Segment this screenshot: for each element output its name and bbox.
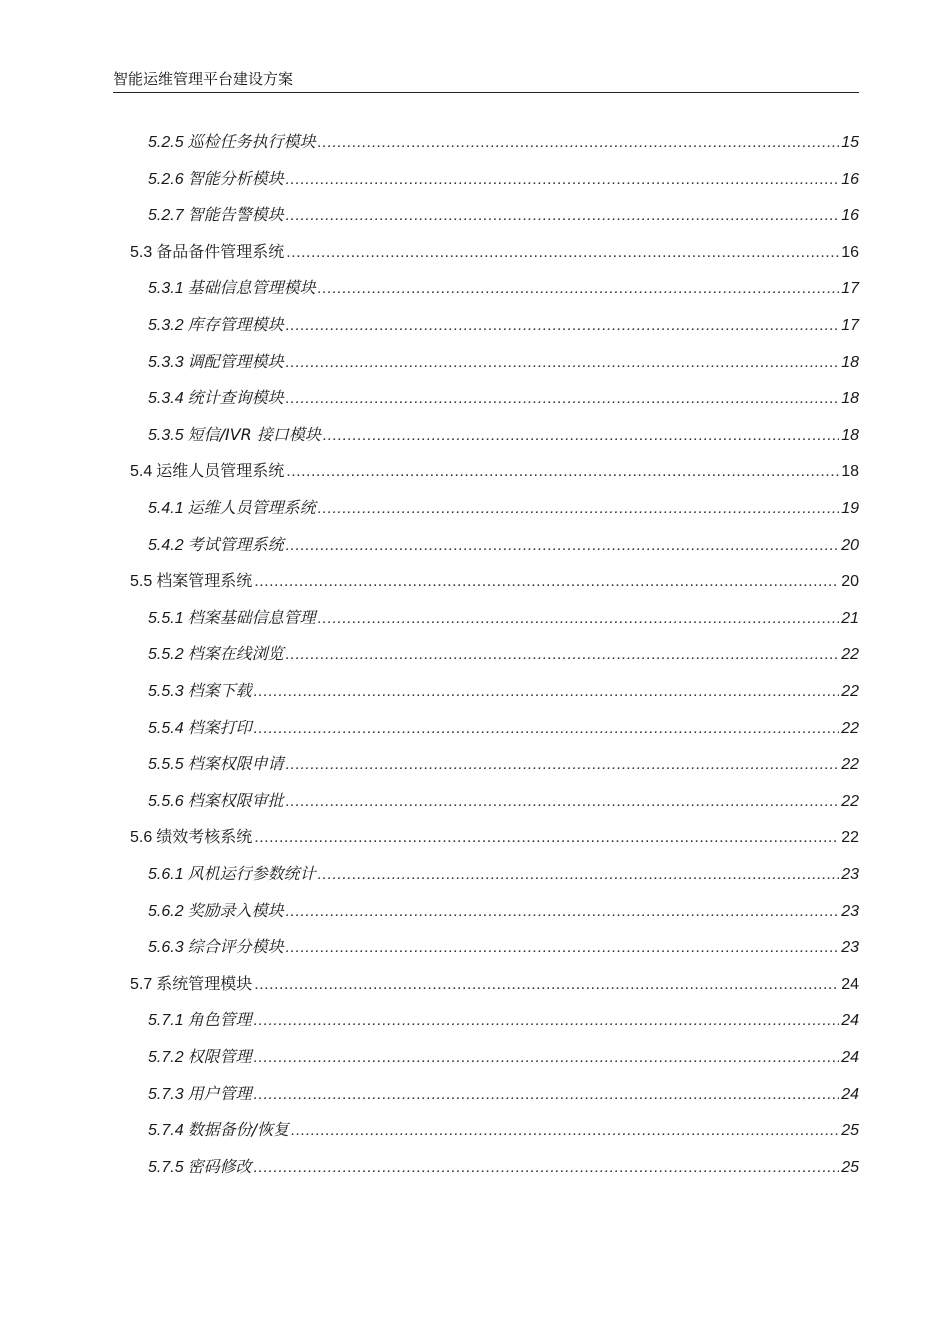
toc-entry-page: 22 xyxy=(841,646,859,663)
toc-dot-leader xyxy=(254,680,840,704)
toc-entry-title: 角色管理 xyxy=(187,1010,252,1029)
toc-entry[interactable] xyxy=(130,459,859,483)
toc-entry[interactable] xyxy=(148,130,859,154)
toc-entry-number: 5.4.2 xyxy=(148,537,184,554)
toc-entry-number: 5.3 xyxy=(130,244,153,261)
toc-entry-page: 17 xyxy=(841,280,859,297)
toc-entry-title: 档案下载 xyxy=(187,681,252,700)
toc-entry[interactable] xyxy=(148,1155,859,1179)
toc-entry-number: 5.5.2 xyxy=(148,646,184,663)
toc-entry-page: 16 xyxy=(841,171,859,188)
toc-entry[interactable] xyxy=(148,679,859,703)
toc-entry-title: 系统管理模块 xyxy=(156,974,253,993)
toc-entry-page: 18 xyxy=(841,354,859,371)
document-title: 智能运维管理平台建设方案 xyxy=(113,70,294,88)
toc-entry-title: 调配管理模块 xyxy=(187,352,284,371)
toc-entry-page: 22 xyxy=(841,829,859,846)
toc-dot-leader xyxy=(254,1156,840,1180)
toc-dot-leader xyxy=(318,607,840,631)
toc-dot-leader xyxy=(286,351,840,375)
toc-entry-title: 智能告警模块 xyxy=(187,205,284,224)
toc-entry[interactable] xyxy=(148,276,859,300)
toc-dot-leader xyxy=(254,826,839,850)
toc-dot-leader xyxy=(286,204,840,228)
toc-dot-leader xyxy=(286,534,840,558)
toc-entry[interactable] xyxy=(148,606,859,630)
toc-entry[interactable] xyxy=(148,752,859,776)
toc-entry[interactable] xyxy=(148,899,859,923)
toc-entry-number: 5.6.1 xyxy=(148,866,184,883)
toc-entry-title: 绩效考核系统 xyxy=(156,827,253,846)
toc-dot-leader xyxy=(286,790,840,814)
toc-entry-title: 权限管理 xyxy=(187,1047,252,1066)
toc-dot-leader xyxy=(286,460,839,484)
toc-entry[interactable] xyxy=(148,423,859,447)
toc-entry-number: 5.5 xyxy=(130,573,153,590)
toc-entry-title: 档案管理系统 xyxy=(156,571,253,590)
toc-entry-page: 19 xyxy=(841,500,859,517)
toc-entry-title: 档案在线浏览 xyxy=(187,644,284,663)
toc-entry[interactable] xyxy=(148,533,859,557)
toc-entry-title: 基础信息管理模块 xyxy=(187,278,316,297)
toc-entry-number: 5.5.1 xyxy=(148,610,184,627)
toc-entry-title: 密码修改 xyxy=(187,1157,252,1176)
toc-entry[interactable] xyxy=(130,569,859,593)
toc-entry-number: 5.3.3 xyxy=(148,354,184,371)
toc-dot-leader xyxy=(318,131,840,155)
toc-entry[interactable] xyxy=(148,496,859,520)
toc-entry-title: 综合评分模块 xyxy=(187,937,284,956)
toc-entry-page: 16 xyxy=(841,244,859,261)
toc-dot-leader xyxy=(318,863,840,887)
toc-dot-leader xyxy=(254,1046,840,1070)
toc-entry-page: 16 xyxy=(841,207,859,224)
toc-entry-number: 5.3.1 xyxy=(148,280,184,297)
toc-entry-number: 5.2.7 xyxy=(148,207,184,224)
toc-entry-number: 5.2.5 xyxy=(148,134,184,151)
toc-dot-leader xyxy=(286,643,840,667)
toc-entry-page: 21 xyxy=(841,610,859,627)
toc-entry-title: 数据备份/恢复 xyxy=(187,1120,289,1139)
toc-entry-page: 22 xyxy=(841,793,859,810)
toc-dot-leader xyxy=(286,168,840,192)
toc-entry-number: 5.3.4 xyxy=(148,390,184,407)
toc-entry-title: 统计查询模块 xyxy=(187,388,284,407)
toc-entry[interactable] xyxy=(130,825,859,849)
toc-entry-title: 档案打印 xyxy=(187,718,252,737)
toc-entry[interactable] xyxy=(148,203,859,227)
toc-entry-page: 15 xyxy=(841,134,859,151)
toc-entry-page: 25 xyxy=(841,1159,859,1176)
toc-entry-number: 5.6.3 xyxy=(148,939,184,956)
toc-entry-page: 18 xyxy=(841,427,859,444)
toc-entry-page: 22 xyxy=(841,756,859,773)
toc-entry-title: 备品备件管理系统 xyxy=(156,242,285,261)
toc-entry-title: 巡检任务执行模块 xyxy=(187,132,316,151)
toc-entry[interactable] xyxy=(130,972,859,996)
toc-dot-leader xyxy=(254,973,839,997)
toc-entry-title: 运维人员管理系统 xyxy=(156,461,285,480)
toc-entry-title: 考试管理系统 xyxy=(187,535,284,554)
toc-entry[interactable] xyxy=(148,167,859,191)
toc-entry-title: 奖励录入模块 xyxy=(187,901,284,920)
toc-entry-page: 24 xyxy=(841,1049,859,1066)
toc-entry-page: 17 xyxy=(841,317,859,334)
toc-entry-number: 5.5.6 xyxy=(148,793,184,810)
toc-entry-number: 5.7.5 xyxy=(148,1159,184,1176)
toc-entry[interactable] xyxy=(148,386,859,410)
toc-entry[interactable] xyxy=(148,1045,859,1069)
toc-entry-page: 24 xyxy=(841,1012,859,1029)
toc-dot-leader xyxy=(286,314,840,338)
toc-entry[interactable] xyxy=(148,716,859,740)
toc-dot-leader xyxy=(286,936,840,960)
toc-entry-number: 5.4.1 xyxy=(148,500,184,517)
toc-entry-page: 20 xyxy=(841,573,859,590)
toc-entry-page: 22 xyxy=(841,720,859,737)
toc-entry[interactable] xyxy=(148,862,859,886)
toc-entry-title: 档案基础信息管理 xyxy=(187,608,316,627)
toc-entry-number: 5.2.6 xyxy=(148,171,184,188)
toc-entry-title: 库存管理模块 xyxy=(187,315,284,334)
toc-entry[interactable] xyxy=(148,350,859,374)
toc-entry[interactable] xyxy=(148,313,859,337)
toc-entry-page: 23 xyxy=(841,866,859,883)
toc-dot-leader xyxy=(254,1083,840,1107)
toc-entry[interactable] xyxy=(148,1118,859,1142)
toc-dot-leader xyxy=(291,1119,839,1143)
toc-entry-page: 18 xyxy=(841,390,859,407)
toc-entry-page: 24 xyxy=(841,1086,859,1103)
toc-dot-leader xyxy=(323,424,839,448)
toc-entry-title: 用户管理 xyxy=(187,1084,252,1103)
toc-entry-title: 档案权限申请 xyxy=(187,754,284,773)
toc-entry-title: 短信/IVR 接口模块 xyxy=(187,425,321,444)
toc-dot-leader xyxy=(254,570,839,594)
toc-entry[interactable] xyxy=(130,240,859,264)
toc-entry[interactable] xyxy=(148,642,859,666)
toc-entry-page: 23 xyxy=(841,903,859,920)
toc-dot-leader xyxy=(318,277,840,301)
toc-entry-title: 档案权限审批 xyxy=(187,791,284,810)
toc-entry-page: 22 xyxy=(841,683,859,700)
toc-entry-number: 5.6 xyxy=(130,829,153,846)
toc-entry-number: 5.5.5 xyxy=(148,756,184,773)
toc-dot-leader xyxy=(286,900,840,924)
toc-dot-leader xyxy=(286,753,840,777)
toc-entry-page: 18 xyxy=(841,463,859,480)
toc-entry-page: 20 xyxy=(841,537,859,554)
toc-entry[interactable] xyxy=(148,1008,859,1032)
toc-entry-number: 5.6.2 xyxy=(148,903,184,920)
toc-dot-leader xyxy=(286,387,840,411)
page-header xyxy=(113,68,859,93)
toc-entry-page: 24 xyxy=(841,976,859,993)
toc-entry-title: 风机运行参数统计 xyxy=(187,864,316,883)
toc-entry-number: 5.7 xyxy=(130,976,153,993)
toc-entry-page: 23 xyxy=(841,939,859,956)
toc-entry-title: 智能分析模块 xyxy=(187,169,284,188)
toc-dot-leader xyxy=(254,1009,840,1033)
toc-entry-number: 5.7.4 xyxy=(148,1122,184,1139)
toc-entry-number: 5.7.2 xyxy=(148,1049,184,1066)
toc-dot-leader xyxy=(318,497,840,521)
toc-dot-leader xyxy=(286,241,839,265)
toc-entry-title: 运维人员管理系统 xyxy=(187,498,316,517)
toc-entry[interactable] xyxy=(148,1082,859,1106)
toc-entry-number: 5.7.3 xyxy=(148,1086,184,1103)
toc-entry-number: 5.7.1 xyxy=(148,1012,184,1029)
toc-entry[interactable] xyxy=(148,935,859,959)
toc-entry-page: 25 xyxy=(841,1122,859,1139)
toc-entry-number: 5.4 xyxy=(130,463,153,480)
toc-entry-number: 5.5.4 xyxy=(148,720,184,737)
toc-dot-leader xyxy=(254,717,840,741)
toc-entry-number: 5.3.5 xyxy=(148,427,184,444)
toc-entry-number: 5.5.3 xyxy=(148,683,184,700)
toc-entry-number: 5.3.2 xyxy=(148,317,184,334)
toc-entry[interactable] xyxy=(148,789,859,813)
